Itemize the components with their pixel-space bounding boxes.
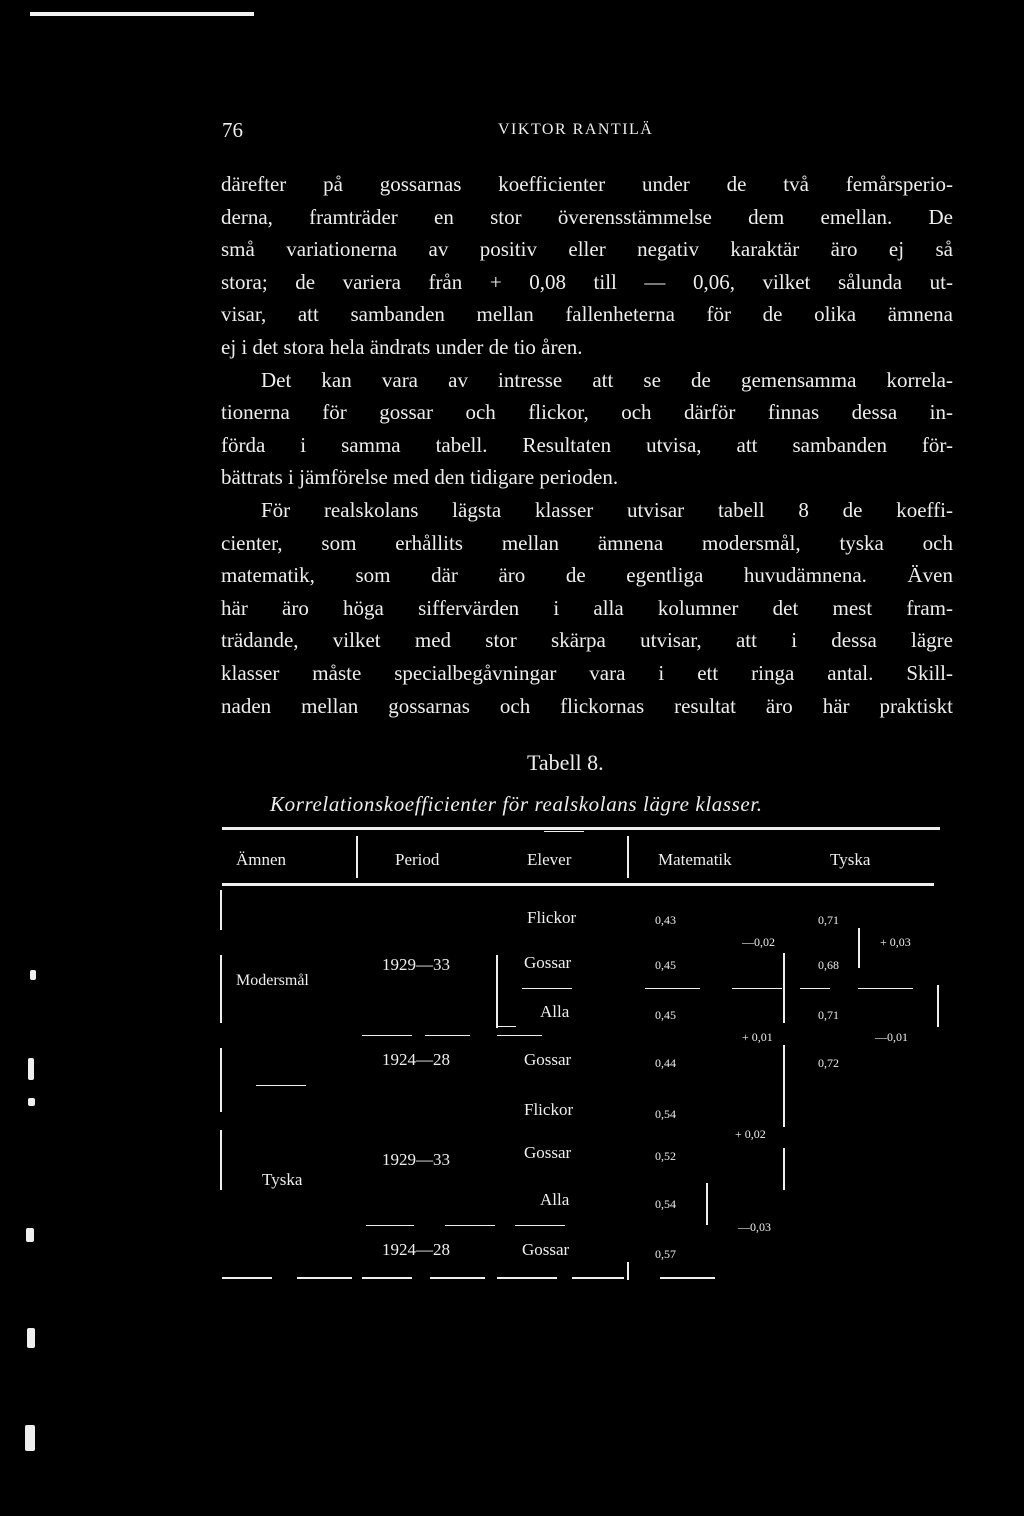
period-label: 1924—28 <box>382 1240 450 1259</box>
matematik-diff: + 0,02 <box>735 1127 766 1141</box>
scan-edge-bar <box>30 12 254 16</box>
text-line: trädande, vilket med stor skärpa utvisar, att i dessa lägre <box>221 628 953 653</box>
text-line: matematik, som där äro de egentliga huvudämnena. Även <box>221 563 953 588</box>
matematik-diff: + 0,01 <box>742 1030 773 1044</box>
row-separator <box>366 1225 414 1226</box>
row-separator <box>362 1035 412 1036</box>
text-line: därefter på gossarnas koefficienter under de två femårsperio- <box>221 172 953 196</box>
table-bottom-rule <box>497 1277 557 1279</box>
matematik-value: 0,52 <box>655 1149 676 1163</box>
text-line: här äro höga siffervärden i alla kolumner det mest fram- <box>221 595 953 620</box>
table-bottom-rule <box>430 1277 485 1279</box>
tyska-value: 0,72 <box>818 1056 839 1070</box>
tyska-value: 0,71 <box>818 913 839 927</box>
left-border <box>220 1130 222 1190</box>
row-separator <box>800 988 830 989</box>
matematik-bracket <box>783 1148 785 1190</box>
elever-label: Alla <box>540 1190 570 1209</box>
text-line: tionerna för gossar och flickor, och därför finnas dessa in- <box>221 400 953 425</box>
text-line: ej i det stora hela ändrats under de tio åren. <box>221 334 583 359</box>
header-amnen: Ämnen <box>236 850 287 869</box>
text-line: derna, framträder en stor överensstämmelse dem emellan. De <box>221 204 953 229</box>
tyska-diff: —0,01 <box>875 1030 908 1044</box>
tyska-diff: + 0,03 <box>880 935 911 949</box>
text-line: bättrats i jämförelse med den tidigare perioden. <box>221 465 619 490</box>
row-separator <box>645 988 700 989</box>
elever-label: Flickor <box>527 908 577 927</box>
body-text <box>221 168 953 722</box>
table-bottom-rule <box>660 1277 715 1279</box>
left-border <box>220 1048 222 1112</box>
text-line: För realskolans lägsta klasser utvisar tabell 8 de koeffi- <box>261 497 953 522</box>
table-bottom-rule <box>362 1277 412 1279</box>
row-separator <box>858 988 913 989</box>
elever-label: Flickor <box>524 1100 574 1119</box>
tyska-value: 0,71 <box>818 1008 839 1022</box>
table-top-rule <box>222 827 940 830</box>
table-caption: Tabell 8. <box>527 750 604 775</box>
table-bottom-rule <box>572 1277 624 1279</box>
matematik-value: 0,45 <box>655 958 676 972</box>
matematik-value: 0,57 <box>655 1247 676 1261</box>
scan-speck <box>27 1328 35 1348</box>
period-bracket <box>496 955 498 1028</box>
matematik-bracket <box>783 1045 785 1127</box>
row-separator <box>522 988 572 989</box>
elever-label: Gossar <box>522 1240 570 1259</box>
elever-label: Alla <box>540 1002 570 1021</box>
matematik-value: 0,54 <box>655 1107 676 1121</box>
table-subtitle: Korrelationskoefficienter för realskolans lägre klasser. <box>270 792 763 816</box>
subject-separator <box>256 1085 306 1086</box>
matematik-value: 0,45 <box>655 1008 676 1022</box>
scan-speck <box>26 1228 34 1242</box>
period-label: 1924—28 <box>382 1050 450 1069</box>
text-line: klasser måste specialbegåvningar vara i ett ringa antal. Skill- <box>221 660 953 685</box>
elever-label: Gossar <box>524 1050 572 1069</box>
scan-speck <box>28 1058 34 1080</box>
period-label: 1929—33 <box>382 1150 450 1169</box>
text-line: stora; de variera från + 0,08 till — 0,06, vilket sålunda ut- <box>221 269 953 294</box>
subject-tyska: Tyska <box>262 1170 303 1189</box>
text-line: visar, att sambanden mellan fallenheterna för de olika ämnena <box>221 302 953 327</box>
text-line: små variationerna av positiv eller negativ karaktär äro ej så <box>221 237 953 262</box>
table-bottom-rule <box>222 1277 272 1279</box>
matematik-value: 0,44 <box>655 1056 676 1070</box>
matematik-diff: —0,03 <box>738 1220 771 1234</box>
tyska-value: 0,68 <box>818 958 839 972</box>
table-head-rule <box>222 883 934 886</box>
left-border <box>220 890 222 930</box>
matematik-bracket <box>783 953 785 1023</box>
header-tyska: Tyska <box>830 850 871 869</box>
header-divider <box>356 836 358 878</box>
matematik-diff: —0,02 <box>742 935 775 949</box>
period-bracket <box>496 1026 516 1027</box>
row-separator <box>425 1035 470 1036</box>
matematik-bracket <box>706 1183 708 1225</box>
elever-label: Gossar <box>524 1143 572 1162</box>
text-line: cienter, som erhållits mellan ämnena modersmål, tyska och <box>221 530 953 555</box>
period-label: 1929—33 <box>382 955 450 974</box>
header-matematik: Matematik <box>658 850 732 869</box>
header-elever: Elever <box>527 850 572 869</box>
elever-label: Gossar <box>524 953 572 972</box>
subject-modersmal: Modersmål <box>236 972 309 989</box>
scan-speck <box>30 970 36 980</box>
text-line: förda i samma tabell. Resultaten utvisa, att sambanden för- <box>221 432 953 457</box>
row-separator <box>732 988 782 989</box>
table-column-divider <box>627 1262 629 1280</box>
text-line: Det kan vara av intresse att se de gemensamma korrela- <box>261 367 953 392</box>
row-separator <box>445 1225 495 1226</box>
running-head: VIKTOR RANTILÄ <box>498 121 654 138</box>
table-bottom-rule <box>297 1277 352 1279</box>
tyska-bracket <box>858 928 860 968</box>
row-separator <box>497 1035 542 1036</box>
header-tick <box>544 831 584 832</box>
matematik-value: 0,43 <box>655 913 676 927</box>
left-border <box>220 955 222 1023</box>
matematik-value: 0,54 <box>655 1197 676 1211</box>
tyska-bracket <box>937 985 939 1027</box>
scan-speck <box>28 1098 35 1106</box>
page-number: 76 <box>222 118 243 142</box>
header-period: Period <box>395 850 440 869</box>
header-divider <box>627 836 629 878</box>
text-line: naden mellan gossarnas och flickornas resultat äro här praktiskt <box>221 693 953 718</box>
row-separator <box>515 1225 565 1226</box>
scan-speck <box>25 1425 35 1451</box>
